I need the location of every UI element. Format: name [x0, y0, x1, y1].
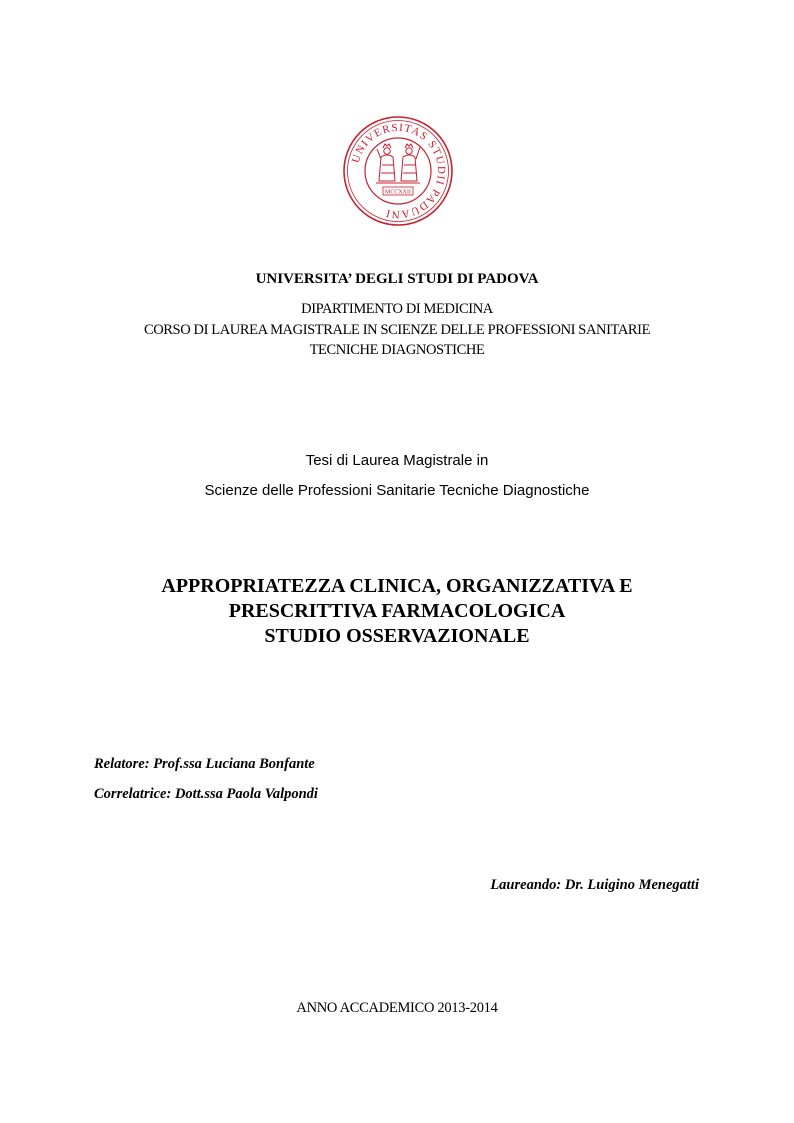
thesis-type: Tesi di Laurea Magistrale in: [305, 452, 489, 469]
title-line-3: STUDIO OSSERVAZIONALE: [264, 625, 530, 647]
academic-year: ANNO ACCADEMICO 2013-2014: [296, 1000, 498, 1016]
seal-date-text: MCCXXII: [384, 189, 412, 196]
university-seal-logo: [342, 115, 454, 227]
course-line-1: CORSO DI LAUREA MAGISTRALE IN SCIENZE DELLE PROFESSIONI SANITARIE: [143, 321, 651, 338]
university-name: UNIVERSITA’ DEGLI STUDI DI PADOVA: [255, 271, 539, 287]
department-name: DIPARTIMENTO DI MEDICINA: [301, 301, 493, 317]
seal-figures: [376, 144, 420, 183]
department-block: [0, 299, 794, 361]
laureando: Laureando: Dr. Luigino Menegatti: [490, 877, 699, 893]
title-line-2: PRESCRITTIVA FARMACOLOGICA: [228, 600, 566, 622]
seal-ring-text: UNIVERSITAS STUDII PADUANI: [349, 121, 448, 221]
thesis-field: Scienze delle Professioni Sanitarie Tecniche Diagnostiche: [204, 482, 590, 499]
relatore: Relatore: Prof.ssa Luciana Bonfante: [94, 756, 315, 772]
title-line-1: APPROPRIATEZZA CLINICA, ORGANIZZATIVA E: [161, 575, 633, 597]
thesis-title: [0, 574, 794, 649]
correlatrice: Correlatrice: Dott.ssa Paola Valpondi: [94, 786, 318, 802]
course-line-2: TECNICHE DIAGNOSTICHE: [309, 342, 485, 358]
